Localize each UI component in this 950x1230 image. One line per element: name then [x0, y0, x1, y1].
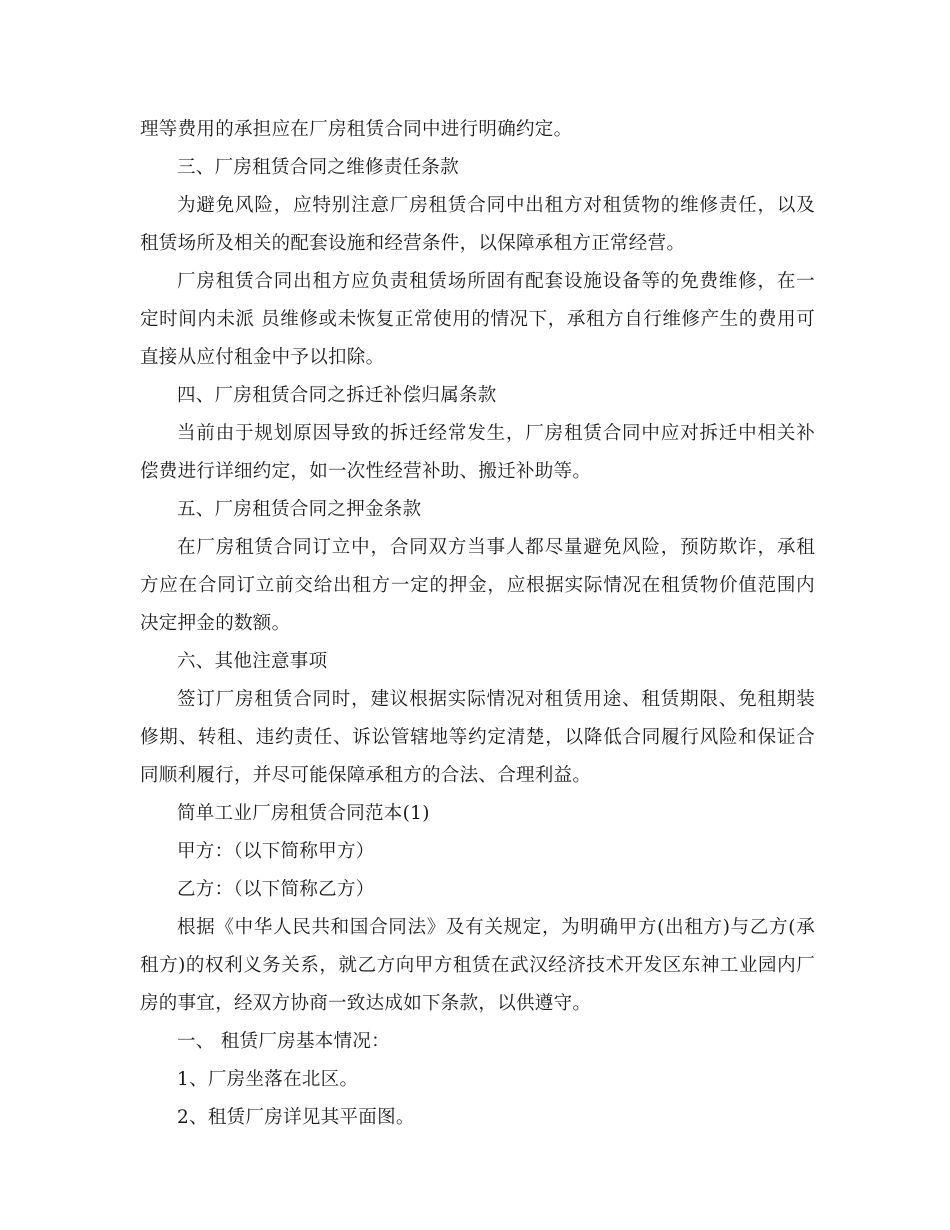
- section-heading-other: 六、其他注意事项: [177, 651, 328, 672]
- paragraph: 签订厂房租赁合同时，建议根据实际情况对租赁用途、租赁期限、免租期装修期、转租、违约责任、诉讼管辖地等约定清楚，以降低合同履行风险和保证合同顺利履行，并尽可能保障承租方的合法、合理利益。: [140, 689, 815, 786]
- document-body: [140, 111, 815, 1137]
- paragraph: 为避免风险，应特别注意厂房租赁合同中出租方对租赁物的维修责任，以及租赁场所及相关的配套设施和经营条件，以保障承租方正常经营。: [140, 195, 815, 254]
- paragraph: 厂房租赁合同出租方应负责租赁场所固有配套设施设备等的免费维修，在一定时间内未派 员维修或未恢复正常使用的情况下，承租方自行维修产生的费用可直接从应付租金中予以扣除。: [140, 271, 815, 368]
- party-a-line: 甲方：（以下简称甲方）: [177, 841, 375, 862]
- section-heading-relocation: 四、厂房租赁合同之拆迁补偿归属条款: [177, 385, 497, 406]
- list-item: 2、租赁厂房详见其平面图。: [177, 1107, 415, 1128]
- section-heading-deposit: 五、厂房租赁合同之押金条款: [177, 499, 422, 520]
- list-item: 1、厂房坐落在北区。: [177, 1069, 359, 1090]
- paragraph: 根据《中华人民共和国合同法》及有关规定，为明确甲方(出租方)与乙方(承租方)的权利义务关系，就乙方向甲方租赁在武汉经济技术开发区东神工业园内厂房的事宜，经双方协商一致达成如下条款，以供遵守。: [140, 917, 815, 1014]
- paragraph-continuation: 理等费用的承担应在厂房租赁合同中进行明确约定。: [140, 119, 573, 140]
- paragraph: 当前由于规划原因导致的拆迁经常发生，厂房租赁合同中应对拆迁中相关补偿费进行详细约定，如一次性经营补助、搬迁补助等。: [140, 423, 815, 482]
- paragraph: 在厂房租赁合同订立中，合同双方当事人都尽量避免风险，预防欺诈，承租方应在合同订立前交给出租方一定的押金，应根据实际情况在租赁物价值范围内决定押金的数额。: [140, 537, 815, 634]
- party-b-line: 乙方：（以下简称乙方）: [177, 879, 375, 900]
- section-heading-basic-info: 一、 租赁厂房基本情况：: [177, 1031, 390, 1052]
- section-heading-maintenance: 三、厂房租赁合同之维修责任条款: [177, 157, 460, 178]
- contract-title: 简单工业厂房租赁合同范本(1): [177, 803, 430, 824]
